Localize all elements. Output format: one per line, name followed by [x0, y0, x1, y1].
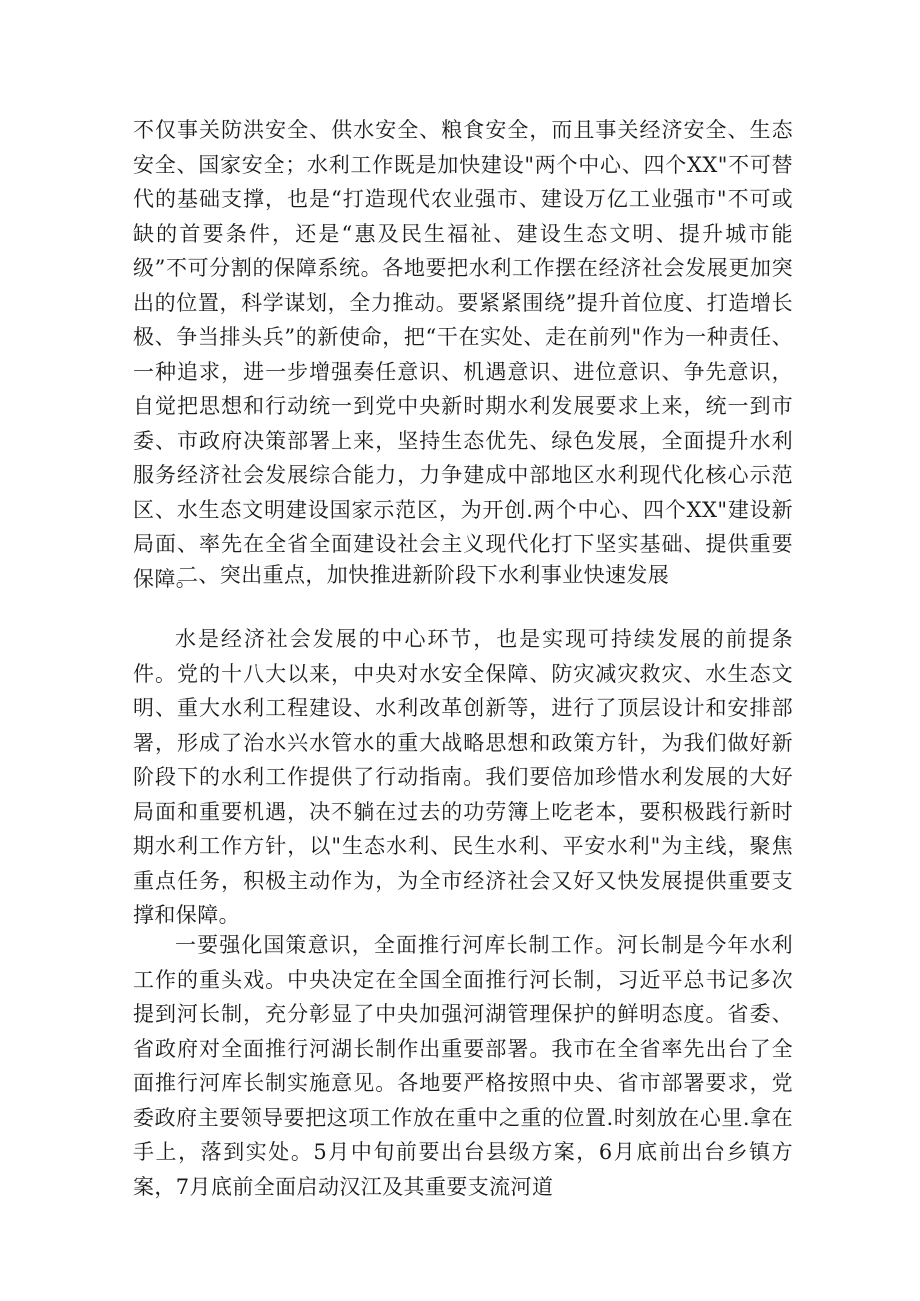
- body-paragraph-2: 水是经济社会发展的中心环节，也是实现可持续发展的前提条件。党的十八大以来，中央对水安全保障、防灾减灾救灾、水生态文明、重大水利工程建设、水利改革创新等，进行了顶层设计和安排部署，形成了治水兴水管水的重大战略思想和政策方针，为我们做好新阶段下的水利工作提供了行动指南。我们要倍加珍惜水利发展的大好局面和重要机遇，决不躺在过去的功劳簿上吃老本，要积极践行新时期水利工作方针，以"生态水利、民生水利、平安水利"为主线，聚焦重点任务，积极主动作为，为全市经济社会又好又快发展提供重要支撑和保障。: [133, 627, 793, 927]
- section-heading: 二、突出重点，加快推进新阶段下水利事业快速发展: [177, 563, 670, 587]
- body-paragraph-3: 一要强化国策意识，全面推行河库长制工作。河长制是今年水利工作的重头戏。中央决定在全国全面推行河长制，习近平总书记多次提到河长制，充分彰显了中央加强河湖管理保护的鲜明态度。省委、省政府对全面推行河湖长制作出重要部署。我市在全省率先出台了全面推行河库长制实施意见。各地要严格按照中央、省市部署要求，党委政府主要领导要把这项工作放在重中之重的位置.时刻放在心里.拿在手上，落到实处。5月中旬前要出台县级方案，6月底前出台乡镇方案，7月底前全面启动汉江及其重要支流河道: [133, 933, 793, 1199]
- body-paragraph-1: 不仅事关防洪安全、供水安全、粮食安全，而且事关经济安全、生态安全、国家安全；水利工作既是加快建设"两个中心、四个XX"不可替代的基础支撑，也是“打造现代农业强市、建设万亿工业强市"不可或缺的首要条件，还是“惠及民生福祉、建设生态文明、提升城市能级”不可分割的保障系统。各地要把水利工作摆在经济社会发展更加突出的位置，科学谋划，全力推动。要紧紧围绕”提升首位度、打造增长极、争当排头兵”的新使命，把“干在实处、走在前列"作为一种责任、一种追求，进一步增强奏任意识、机遇意识、进位意识、争先意识，自觉把思想和行动统一到党中央新时期水利发展要求上来，统一到市委、市政府决策部署上来，坚持生态优先、绿色发展，全面提升水利服务经济社会发展综合能力，力争建成中部地区水利现代化核心示范区、水生态文明建设国家示范区，为开创.两个中心、四个XX"建设新局面、率先在全省全面建设社会主义现代化打下坚实基础、提供重要保障。: [133, 118, 793, 591]
